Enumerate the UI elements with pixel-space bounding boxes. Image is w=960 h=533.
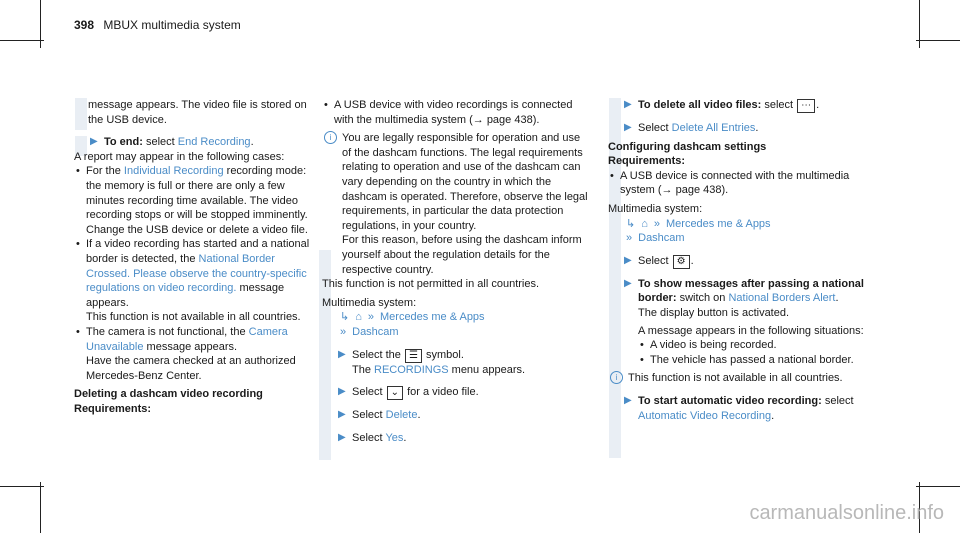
chevron-icon: »	[340, 325, 347, 338]
path-dashcam[interactable]: Dashcam	[638, 232, 685, 245]
bullet-icon: •	[640, 353, 644, 366]
menu-path	[608, 217, 874, 232]
national-borders-alert-link[interactable]: National Borders Alert	[728, 292, 836, 305]
national-border-link[interactable]: National Border Crossed. Please observe the country-specific regulations on video recording.	[86, 252, 307, 295]
list-item: • A USB device with video recordings is connected with the multimedia system (→ page 438).	[324, 99, 573, 126]
automatic-video-recording-link[interactable]: Automatic Video Recording	[638, 409, 772, 422]
paragraph: This function is not available in all countries.	[86, 311, 301, 324]
camera-unavailable-link[interactable]: Camera Unavailable	[86, 325, 288, 353]
home-icon: ⌂	[641, 217, 648, 230]
crop-mark	[916, 486, 960, 487]
list-item: • A video is being recorded.	[640, 339, 777, 352]
end-recording-link[interactable]: End Recording	[177, 136, 251, 149]
paragraph: Multimedia system:	[608, 202, 703, 215]
requirements-heading: Requirements:	[608, 155, 686, 168]
page-number: 398	[74, 18, 95, 32]
bullet-icon: •	[640, 339, 644, 352]
requirements-heading: Requirements:	[74, 402, 152, 415]
crop-mark	[0, 486, 44, 487]
step-arrow-icon: ▶	[624, 277, 632, 289]
paragraph: A report may appear in the following cases:	[74, 150, 285, 163]
step-arrow-icon: ▶	[624, 122, 632, 133]
step-arrow-icon: ▶	[90, 136, 98, 148]
delete-link[interactable]: Delete	[385, 409, 418, 422]
path-dashcam[interactable]: Dashcam	[352, 325, 399, 338]
step-arrow-icon: ▶	[624, 394, 632, 406]
watermark: carmanualsonline.info	[749, 502, 944, 524]
column-left	[74, 98, 320, 416]
crop-mark	[0, 40, 44, 41]
step: ▶ Select ⚙ .	[624, 254, 694, 267]
step-arrow-icon: ▶	[624, 99, 632, 110]
step: ▶ Select the ☰ symbol. The RECORDINGS menu appears.	[338, 348, 526, 376]
path-mercedes-me[interactable]: Mercedes me & Apps	[380, 311, 485, 324]
step: ▶ To show messages after passing a national border: switch on National Borders Alert. The display button is activated. A message appears in the following situations: • A video is being recorded. • The vehicle has passed a national border.	[608, 277, 874, 368]
info-icon: i	[324, 131, 337, 144]
chevron-icon: »	[653, 217, 660, 230]
step: ▶ To start automatic video recording: select Automatic Video Recording.	[624, 394, 854, 422]
paragraph: Have the camera checked at an authorized Mercedes-Benz Center.	[86, 355, 296, 382]
page-title: MBUX multimedia system	[103, 18, 241, 32]
paragraph: message appears. The video file is stored on the USB device.	[88, 99, 307, 126]
step: ▶ To delete all video files: select ⋯ .	[624, 99, 820, 111]
info-icon: i	[610, 371, 623, 384]
crop-mark	[916, 40, 960, 41]
paragraph: A message appears in the following situations:	[638, 324, 864, 337]
chevron-icon: »	[367, 311, 374, 324]
individual-recording-link[interactable]: Individual Recording	[123, 165, 224, 178]
step-arrow-icon: ▶	[624, 254, 632, 266]
chevron-icon: »	[626, 232, 633, 245]
yes-link[interactable]: Yes	[385, 431, 404, 444]
step-arrow-icon: ▶	[338, 409, 346, 421]
recordings-link[interactable]: RECORDINGS	[374, 363, 449, 376]
section-heading: Deleting a dashcam video recording	[74, 388, 263, 401]
paragraph: Change the USB device or delete a video file.	[86, 223, 308, 236]
section-heading: Configuring dashcam settings	[608, 140, 767, 153]
step: ▶ Select Delete.	[338, 409, 421, 422]
path-arrow-icon: ↳	[340, 311, 350, 324]
bullet-icon: •	[76, 238, 80, 251]
settings-gear-icon[interactable]: ⚙	[673, 255, 690, 269]
step: ▶ Select ⌄ for a video file.	[338, 386, 479, 399]
menu-path	[322, 325, 592, 340]
page-header	[74, 18, 241, 32]
step-arrow-icon: ▶	[338, 386, 346, 398]
delete-all-link[interactable]: Delete All Entries	[671, 122, 756, 134]
step: ▶ Select Yes.	[338, 431, 407, 444]
paragraph: The display button is activated.	[638, 306, 790, 319]
bullet-icon: •	[324, 99, 328, 111]
list-item: • For the Individual Recording recording mode: the memory is full or there are only a few minutes recording time available. The video recording stops or will be stopped imminently. Change the USB device or delete a video file.	[74, 164, 320, 237]
paragraph: This function is not permitted in all countries.	[322, 278, 540, 291]
list-item: • The vehicle has passed a national border.	[640, 353, 854, 366]
crop-mark	[40, 482, 41, 533]
path-arrow-icon: ↳	[626, 217, 636, 230]
note: i You are legally responsible for operation and use of the dashcam functions. The legal requirements relating to operation and use of the dashcam can vary depending on the country in which the dashcam is operated. Therefore, observe the legal requirements, in particular the data protection regulations, in your country. For this reason, before using the dashcam inform yourself about the regulation details for the respective country.	[322, 131, 592, 277]
options-icon[interactable]: ⌄	[387, 386, 403, 400]
step: ▶ Select Delete All Entries.	[624, 122, 759, 134]
paragraph: Multimedia system:	[322, 296, 417, 309]
more-icon[interactable]: ⋯	[797, 99, 815, 113]
step-arrow-icon: ▶	[338, 431, 346, 443]
column-right	[608, 98, 874, 423]
list-item: • The camera is not functional, the Camera Unavailable message appears. Have the camera checked at an authorized Mercedes-Benz Center.	[74, 325, 320, 383]
step-arrow-icon: ▶	[338, 348, 346, 360]
menu-path	[322, 310, 592, 325]
column-middle	[322, 98, 592, 445]
menu-list-icon[interactable]: ☰	[405, 349, 422, 363]
step: ▶ To end: select End Recording.	[90, 136, 254, 149]
bullet-icon: •	[76, 165, 80, 178]
home-icon: ⌂	[355, 311, 362, 324]
list-item: • If a video recording has started and a national border is detected, the National Border Crossed. Please observe the country-specific regulations on video recording. message appears. This function is not available in all countries.	[74, 237, 320, 325]
list-item: • A USB device is connected with the multimedia system (→ page 438).	[610, 169, 850, 197]
bullet-icon: •	[610, 169, 614, 182]
menu-path	[608, 231, 874, 246]
path-mercedes-me[interactable]: Mercedes me & Apps	[666, 217, 771, 230]
bullet-icon: •	[76, 325, 80, 338]
note: i This function is not available in all countries.	[608, 371, 874, 386]
